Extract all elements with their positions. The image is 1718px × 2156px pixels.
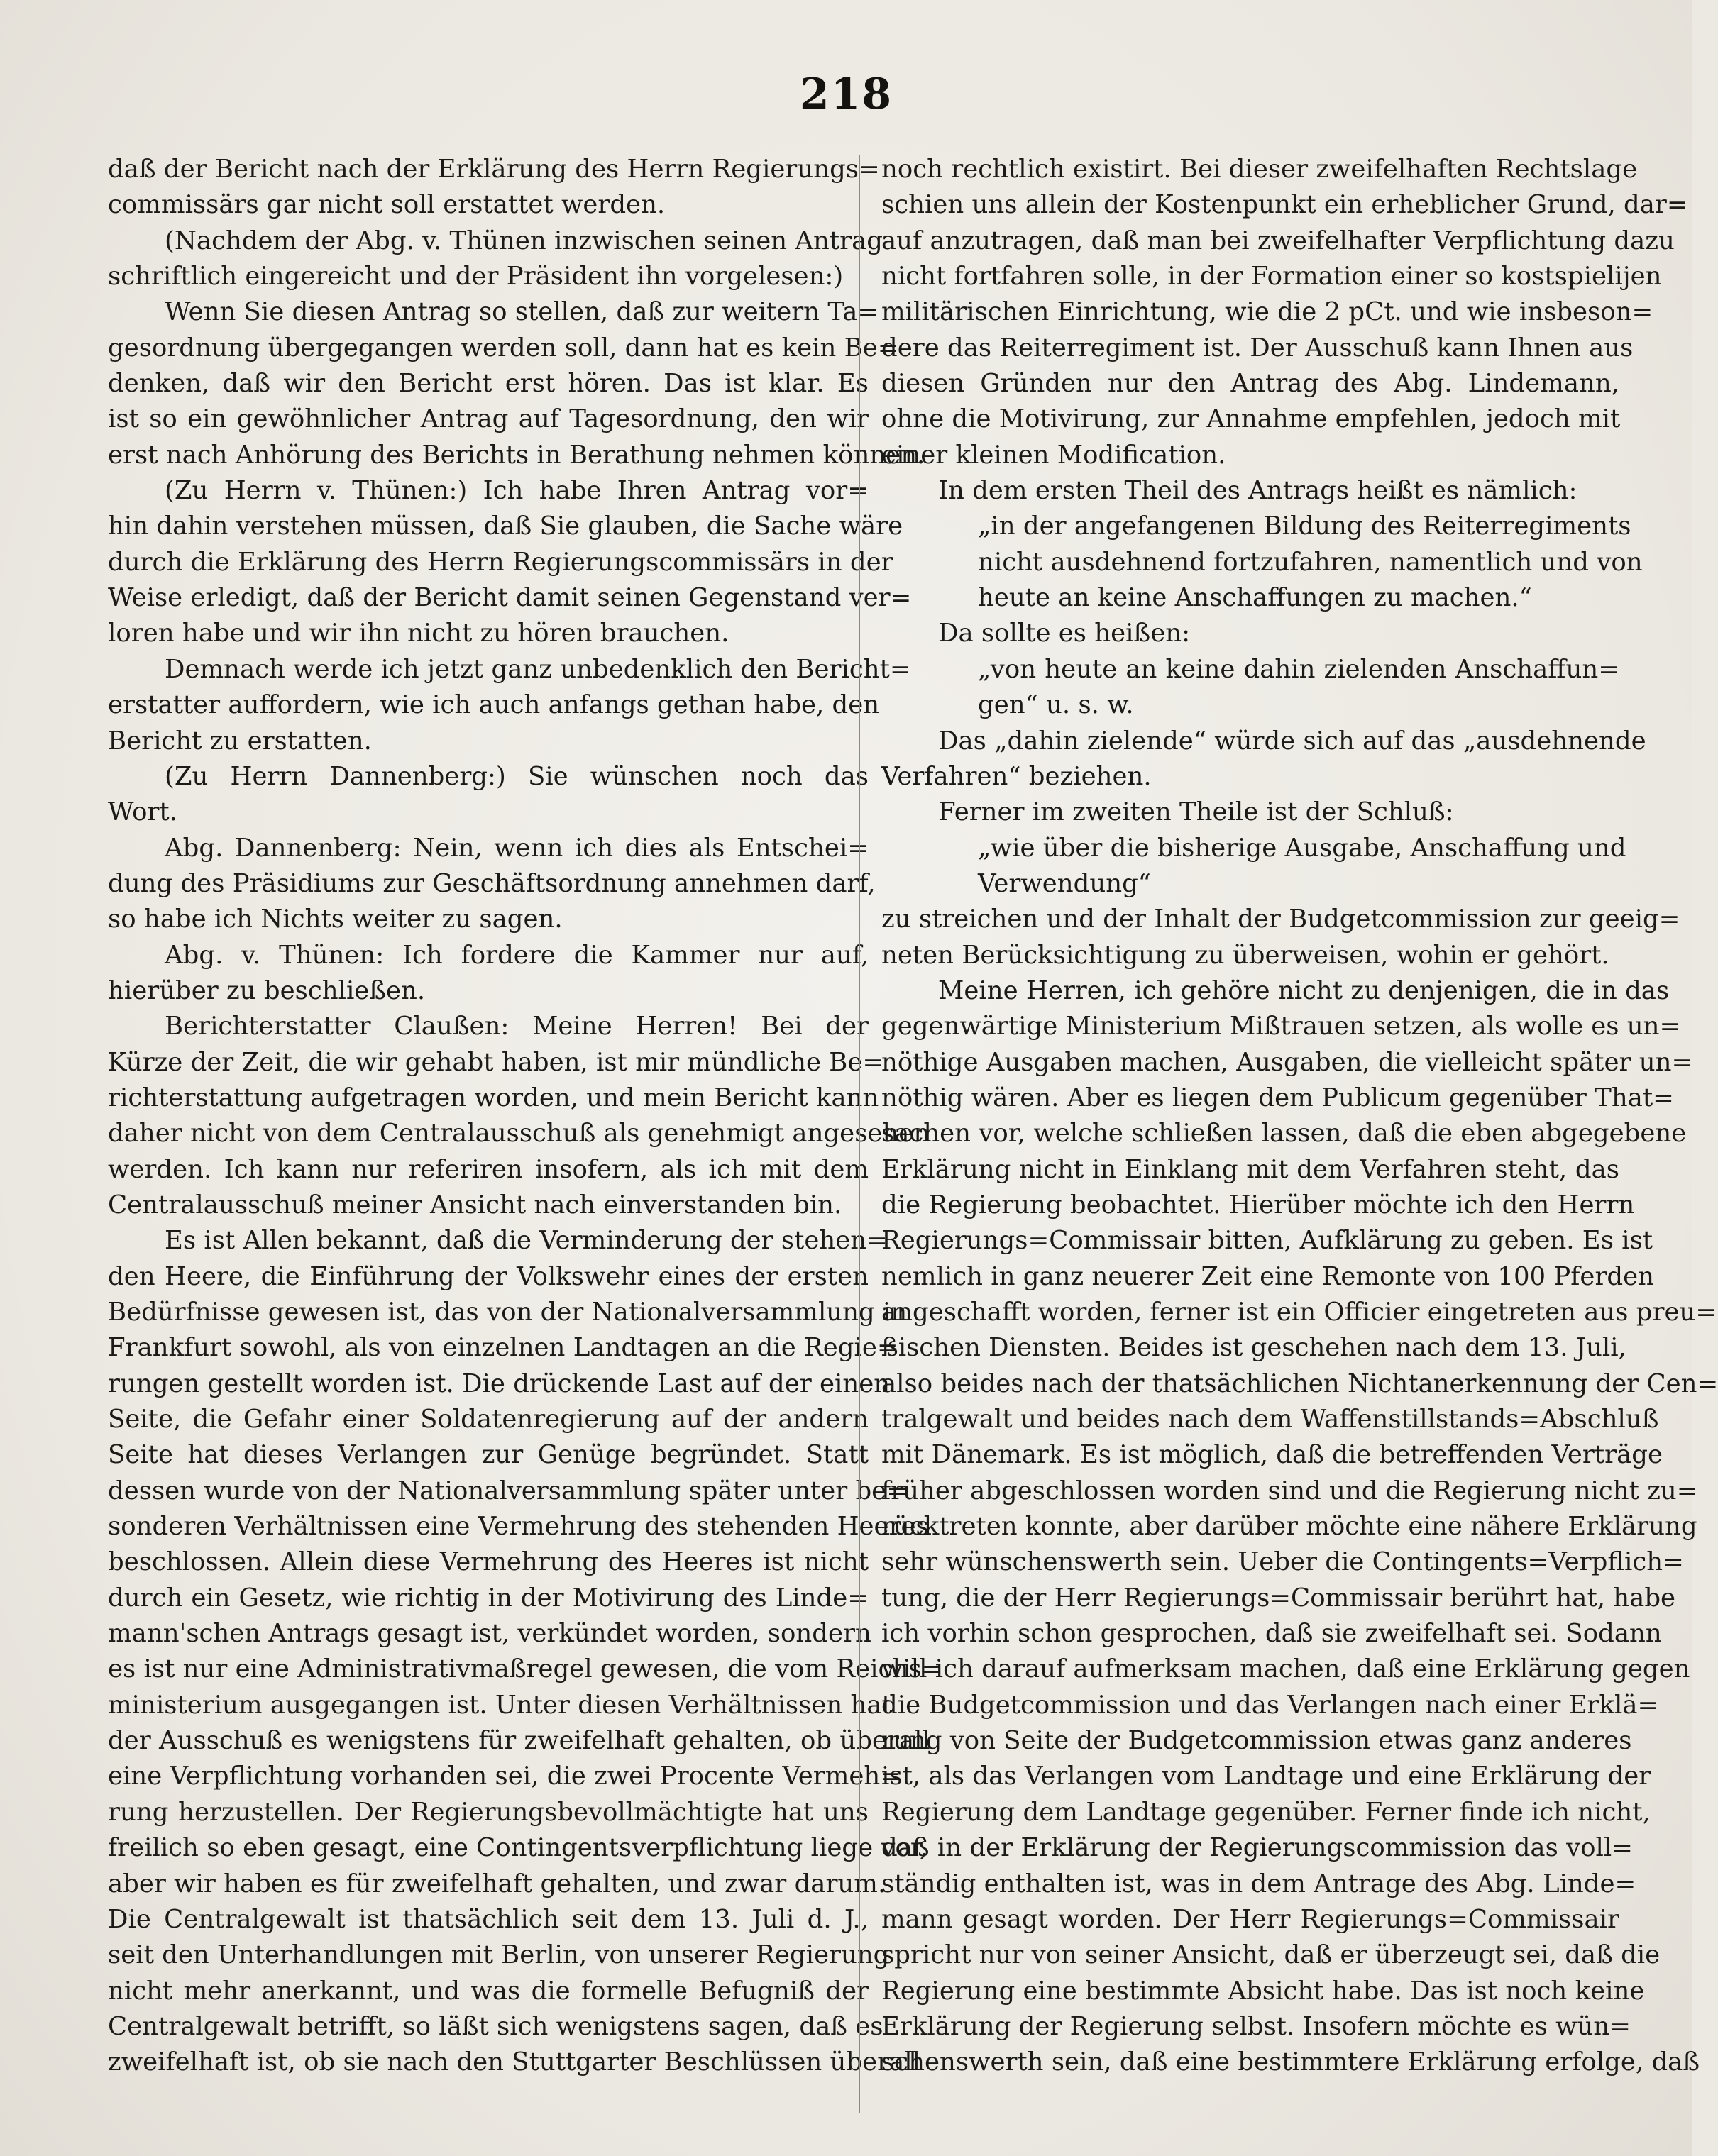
text-line: (Zu Herrn v. Thünen:) Ich habe Ihren Antrag vor= <box>165 476 869 506</box>
text-line: spricht nur von seiner Ansicht, daß er überzeugt sei, daß die <box>881 1940 1661 1970</box>
text-line: „in der angefangenen Bildung des Reiterregiments <box>978 512 1631 541</box>
text-line: nicht ausdehnend fortzufahren, namentlich und von <box>978 547 1643 577</box>
text-line: mann gesagt worden. Der Herr Regierungs=Commissair <box>881 1904 1619 1934</box>
text-line: mit Dänemark. Es ist möglich, daß die betreffenden Verträge <box>881 1440 1663 1470</box>
text-line: gegenwärtige Ministerium Mißtrauen setzen, als wolle es un= <box>881 1012 1681 1041</box>
text-line: Kürze der Zeit, die wir gehabt haben, ist mir mündliche Be= <box>108 1047 884 1077</box>
text-line: daß in der Erklärung der Regierungscommission das voll= <box>881 1833 1633 1863</box>
text-line: ist, als das Verlangen vom Landtage und eine Erklärung der <box>881 1762 1651 1791</box>
text-line: freilich so eben gesagt, eine Contingentsverpflichtung liege vor, <box>108 1833 928 1863</box>
text-line: rücktreten konnte, aber darüber möchte eine nähere Erklärung <box>881 1512 1697 1542</box>
text-line: „von heute an keine dahin zielenden Anschaffun= <box>978 654 1619 684</box>
text-line: tung, die der Herr Regierungs=Commissair berührt hat, habe <box>881 1583 1676 1613</box>
text-line: dung des Präsidiums zur Geschäftsordnung annehmen darf, <box>108 868 876 898</box>
text-line: nicht mehr anerkannt, und was die formelle Befugniß der <box>108 1976 869 2006</box>
text-line: Seite hat dieses Verlangen zur Genüge begründet. Statt <box>108 1440 869 1470</box>
text-line: Wenn Sie diesen Antrag so stellen, daß zur weitern Ta= <box>165 297 879 327</box>
text-line: hierüber zu beschließen. <box>108 975 426 1005</box>
text-line: mann'schen Antrags gesagt ist, verkündet worden, sondern <box>108 1619 871 1649</box>
text-line: Abg. Dannenberg: Nein, wenn ich dies als Entschei= <box>165 833 869 863</box>
text-line: angeschafft worden, ferner ist ein Officier eingetreten aus preu= <box>881 1298 1717 1327</box>
text-line: rung herzustellen. Der Regierungsbevollmächtigte hat uns <box>108 1797 869 1827</box>
text-line: die Budgetcommission und das Verlangen nach einer Erklä= <box>881 1690 1659 1720</box>
text-line: Regierungs=Commissair bitten, Aufklärung zu geben. Es ist <box>881 1226 1653 1256</box>
text-line: Bericht zu erstatten. <box>108 726 372 756</box>
text-line: Meine Herren, ich gehöre nicht zu denjenigen, die in das <box>938 975 1670 1005</box>
text-line: gen“ u. s. w. <box>978 690 1134 720</box>
right-column <box>881 152 1718 2081</box>
text-line: (Zu Herrn Dannenberg:) Sie wünschen noch das <box>165 761 869 791</box>
text-line: Verfahren“ beziehen. <box>881 761 1152 791</box>
text-line: durch ein Gesetz, wie richtig in der Motivirung des Linde= <box>108 1583 869 1613</box>
text-line: ohne die Motivirung, zur Annahme empfehlen, jedoch mit <box>881 404 1621 434</box>
text-line: Erklärung der Regierung selbst. Insofern möchte es wün= <box>881 2011 1631 2041</box>
text-line: Regierung eine bestimmte Absicht habe. Das ist noch keine <box>881 1976 1645 2006</box>
text-line: sachen vor, welche schließen lassen, daß die eben abgegebene <box>881 1119 1687 1149</box>
text-line: Berichterstatter Claußen: Meine Herren! Bei der <box>165 1012 869 1041</box>
text-line: militärischen Einrichtung, wie die 2 pCt. und wie insbeson= <box>881 297 1653 327</box>
text-line: beschlossen. Allein diese Vermehrung des Heeres ist nicht <box>108 1547 869 1577</box>
text-line: heute an keine Anschaffungen zu machen.“ <box>978 583 1532 613</box>
text-line: zweifelhaft ist, ob sie nach den Stuttgarter Beschlüssen überall <box>108 2047 920 2077</box>
text-line: einer kleinen Modification. <box>881 440 1226 470</box>
text-line: nicht fortfahren solle, in der Formation einer so kostspielijen <box>881 262 1662 292</box>
text-line: sehr wünschenswerth sein. Ueber die Contingents=Verpflich= <box>881 1547 1684 1577</box>
text-line: Das „dahin zielende“ würde sich auf das „ausdehnende <box>938 726 1646 756</box>
text-line: In dem ersten Theil des Antrags heißt es nämlich: <box>938 476 1577 506</box>
text-line: gesordnung übergegangen werden soll, dann hat es kein Be= <box>108 333 899 363</box>
text-line: neten Berücksichtigung zu überweisen, wohin er gehört. <box>881 940 1609 970</box>
text-line: Da sollte es heißen: <box>938 619 1191 648</box>
text-line: schriftlich eingereicht und der Präsident ihn vorgelesen:) <box>108 262 844 292</box>
text-line: früher abgeschlossen worden sind und die Regierung nicht zu= <box>881 1476 1698 1505</box>
text-line: erst nach Anhörung des Berichts in Berathung nehmen können. <box>108 440 925 470</box>
text-line: erstatter auffordern, wie ich auch anfangs gethan habe, den <box>108 690 880 720</box>
text-line: ich vorhin schon gesprochen, daß sie zweifelhaft sei. Sodann <box>881 1619 1662 1649</box>
text-line: (Nachdem der Abg. v. Thünen inzwischen seinen Antrag <box>165 226 883 255</box>
text-line: die Regierung beobachtet. Hierüber möchte ich den Herrn <box>881 1190 1635 1220</box>
text-line: so habe ich Nichts weiter zu sagen. <box>108 905 563 934</box>
left-column <box>108 152 943 2081</box>
text-line: Bedürfnisse gewesen ist, das von der Nationalversammlung in <box>108 1298 908 1327</box>
text-line: Verwendung“ <box>978 868 1151 898</box>
text-line: daher nicht von dem Centralausschuß als genehmigt angesehen <box>108 1119 930 1149</box>
text-line: dessen wurde von der Nationalversammlung später unter be= <box>108 1476 908 1505</box>
text-line: der Ausschuß es wenigstens für zweifelhaft gehalten, ob überall <box>108 1726 930 1756</box>
text-line: schien uns allein der Kostenpunkt ein erheblicher Grund, dar= <box>881 190 1688 220</box>
text-line: nemlich in ganz neuerer Zeit eine Remonte von 100 Pferden <box>881 1261 1655 1291</box>
text-line: ministerium ausgegangen ist. Unter diesen Verhältnissen hat <box>108 1690 892 1720</box>
text-line: werden. Ich kann nur referiren insofern, als ich mit dem <box>108 1154 869 1184</box>
text-line: ständig enthalten ist, was in dem Antrage des Abg. Linde= <box>881 1869 1636 1898</box>
text-line: also beides nach der thatsächlichen Nichtanerkennung der Cen= <box>881 1369 1718 1398</box>
text-line: rungen gestellt worden ist. Die drückende Last auf der einen <box>108 1369 891 1398</box>
text-line: es ist nur eine Administrativmaßregel gewesen, die vom Reichs= <box>108 1654 943 1684</box>
text-line: richterstattung aufgetragen worden, und mein Bericht kann <box>108 1083 879 1112</box>
text-line: will ich darauf aufmerksam machen, daß eine Erklärung gegen <box>881 1654 1690 1684</box>
text-line: Es ist Allen bekannt, daß die Verminderung der stehen= <box>165 1226 888 1256</box>
text-line: tralgewalt und beides nach dem Waffenstillstands=Abschluß <box>881 1405 1659 1434</box>
text-line: Weise erledigt, daß der Bericht damit seinen Gegenstand ver= <box>108 583 912 613</box>
text-line: schenswerth sein, daß eine bestimmtere Erklärung erfolge, daß <box>881 2047 1700 2077</box>
text-line: auf anzutragen, daß man bei zweifelhafter Verpflichtung dazu <box>881 226 1675 255</box>
text-line: nöthige Ausgaben machen, Ausgaben, die vielleicht später un= <box>881 1047 1693 1077</box>
text-line: Erklärung nicht in Einklang mit dem Verfahren steht, das <box>881 1154 1619 1184</box>
text-line: rung von Seite der Budgetcommission etwas ganz anderes <box>881 1726 1632 1756</box>
text-line: den Heere, die Einführung der Volkswehr eines der ersten <box>108 1261 869 1291</box>
text-line: commissärs gar nicht soll erstattet werden. <box>108 190 666 220</box>
text-line: zu streichen und der Inhalt der Budgetcommission zur geeig= <box>881 905 1680 934</box>
text-line: seit den Unterhandlungen mit Berlin, von unserer Regierung <box>108 1940 890 1970</box>
text-line: noch rechtlich existirt. Bei dieser zweifelhaften Rechtslage <box>881 155 1638 184</box>
text-line: Centralgewalt betrifft, so läßt sich wenigstens sagen, daß es <box>108 2011 883 2041</box>
text-line: aber wir haben es für zweifelhaft gehalten, und zwar darum. <box>108 1869 886 1898</box>
text-line: Demnach werde ich jetzt ganz unbedenklich den Bericht= <box>165 654 911 684</box>
text-line: Abg. v. Thünen: Ich fordere die Kammer nur auf, <box>165 940 869 970</box>
text-line: sonderen Verhältnissen eine Vermehrung des stehenden Heeres <box>108 1512 929 1542</box>
column-divider <box>859 155 860 2113</box>
text-line: ßischen Diensten. Beides ist geschehen nach dem 13. Juli, <box>881 1333 1626 1363</box>
text-line: diesen Gründen nur den Antrag des Abg. Lindemann, <box>881 369 1619 399</box>
text-line: Regierung dem Landtage gegenüber. Ferner finde ich nicht, <box>881 1797 1651 1827</box>
text-line: Wort. <box>108 797 177 827</box>
text-line: hin dahin verstehen müssen, daß Sie glauben, die Sache wäre <box>108 512 903 541</box>
text-line: denken, daß wir den Bericht erst hören. Das ist klar. Es <box>108 369 869 399</box>
text-line: Centralausschuß meiner Ansicht nach einverstanden bin. <box>108 1190 842 1220</box>
text-line: Ferner im zweiten Theile ist der Schluß: <box>938 797 1454 827</box>
text-line: ist so ein gewöhnlicher Antrag auf Tagesordnung, den wir <box>108 404 869 434</box>
text-line: „wie über die bisherige Ausgabe, Anschaffung und <box>978 833 1626 863</box>
text-line: Seite, die Gefahr einer Soldatenregierung auf der andern <box>108 1405 869 1434</box>
page-number: 218 <box>799 70 893 119</box>
text-line: loren habe und wir ihn nicht zu hören brauchen. <box>108 619 729 648</box>
text-line: nöthig wären. Aber es liegen dem Publicum gegenüber That= <box>881 1083 1674 1112</box>
text-line: daß der Bericht nach der Erklärung des Herrn Regierungs= <box>108 155 880 184</box>
text-line: Frankfurt sowohl, als von einzelnen Landtagen an die Regie= <box>108 1333 898 1363</box>
text-line: dere das Reiterregiment ist. Der Ausschuß kann Ihnen aus <box>881 333 1634 363</box>
text-line: durch die Erklärung des Herrn Regierungscommissärs in der <box>108 547 893 577</box>
text-line: Die Centralgewalt ist thatsächlich seit dem 13. Juli d. J., <box>108 1904 869 1934</box>
text-line: eine Verpflichtung vorhanden sei, die zwei Procente Vermeh= <box>108 1762 901 1791</box>
